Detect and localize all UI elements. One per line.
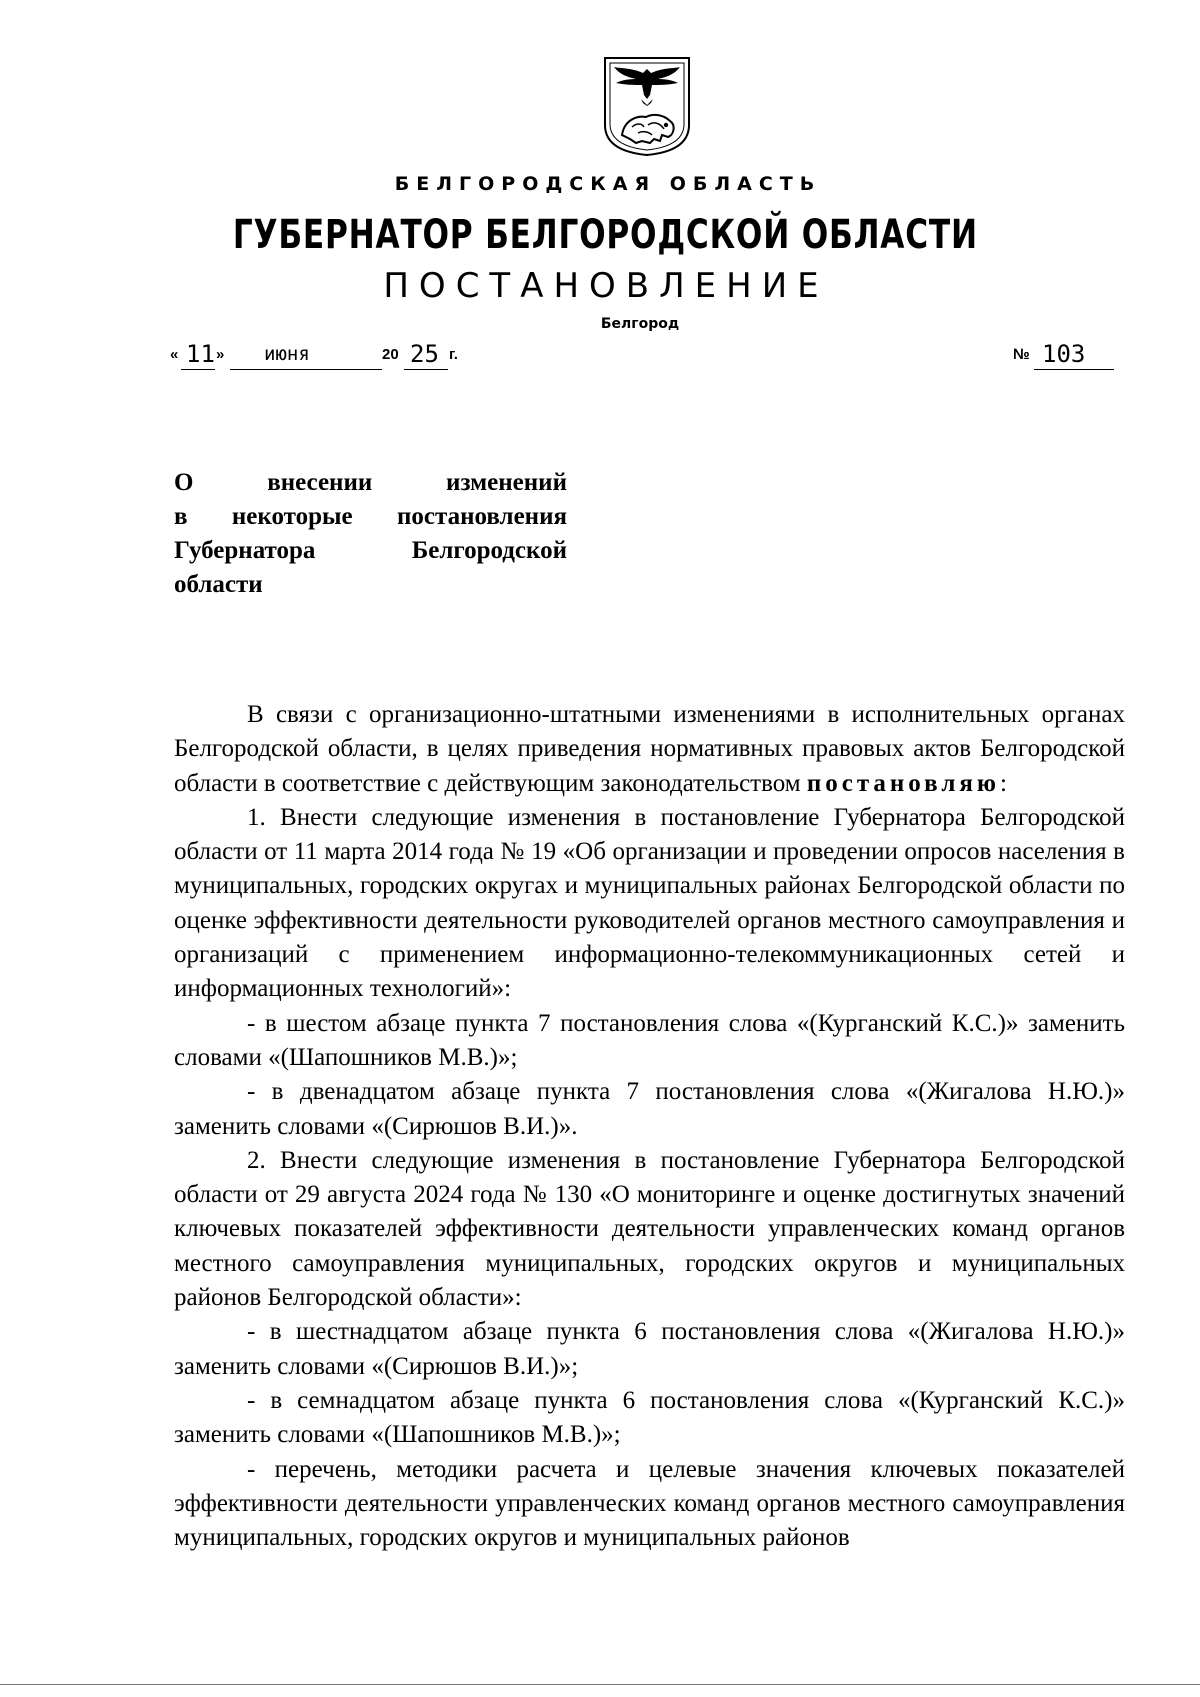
quote-close: » bbox=[216, 346, 225, 363]
paragraph-2c: - перечень, методики расчета и целевые значения ключевых показателей эффективности деятельности управленческих команд органов местного самоуправления муниципальных, городских округов и муниципальных районов bbox=[174, 1455, 1125, 1552]
region-name: БЕЛГОРОДСКАЯ ОБЛАСТЬ bbox=[394, 173, 822, 195]
year-underline bbox=[404, 369, 448, 370]
date-year: 25 bbox=[410, 340, 439, 368]
subject-line: в некоторые постановления bbox=[174, 503, 567, 530]
date-month: июня bbox=[264, 343, 310, 365]
paragraph-1: 1. Внести следующие изменения в постановление Губернатора Белгородской области от 11 марта 2014 года № 19 «Об организации и проведении опросов населения в муниципальных, городских округах и муниципальных районах Белгородской области по оценке эффективности деятельности руководителей органов местного самоуправления и организаций с применением информационно-телекоммуникационных сетей и информационных технологий»: bbox=[174, 803, 1125, 1003]
intro-text: В связи с организационно-штатными изменениями в исполнительных органах Белгородской области, в целях приведения нормативных правовых актов Белгородской области в соответствие с действующим законодательством bbox=[174, 701, 1125, 797]
quote-open: « bbox=[170, 346, 179, 363]
paragraph-2: 2. Внести следующие изменения в постановление Губернатора Белгородской области от 29 августа 2024 года № 130 «О мониторинге и оценке достигнутых значений ключевых показателей эффективности деятельности управленческих команд органов местного самоуправления муниципальных, городских округов и муниципальных районов Белгородской области»: bbox=[174, 1146, 1125, 1312]
paragraph-2b: - в семнадцатом абзаце пункта 6 постановления слова «(Курганский К.С.)» заменить словами «(Шапошников М.В.)»; bbox=[174, 1386, 1125, 1449]
decree-colon: : bbox=[1000, 769, 1007, 797]
paragraph-1a: - в шестом абзаце пункта 7 постановления слова «(Курганский К.С.)» заменить словами «(Шапошников М.В.)»; bbox=[174, 1009, 1125, 1071]
document-type: ПОСТАНОВЛЕНИЕ bbox=[383, 266, 829, 306]
subject-line: О внесении изменений bbox=[174, 469, 567, 496]
paragraph-intro bbox=[174, 698, 1125, 801]
date-day: 11 bbox=[186, 340, 215, 368]
city-name: Белгород bbox=[600, 316, 680, 332]
document-subject bbox=[174, 466, 567, 602]
subject-line: Губернатора Белгородской bbox=[174, 537, 567, 564]
year-abbr: г. bbox=[449, 346, 458, 363]
paragraph-1b: - в двенадцатом абзаце пункта 7 постановления слова «(Жигалова Н.Ю.)» заменить словами «(Сирюшов В.И.)». bbox=[174, 1078, 1125, 1140]
decree-word: постановляю bbox=[806, 769, 1001, 797]
day-underline bbox=[181, 369, 215, 370]
date-number-line bbox=[170, 340, 1120, 376]
document-body bbox=[174, 698, 1125, 1555]
paragraph-2a: - в шестнадцатом абзаце пункта 6 постановления слова «(Жигалова Н.Ю.)» заменить словами «(Сирюшов В.И.)»; bbox=[174, 1318, 1125, 1380]
subject-line: области bbox=[174, 571, 263, 598]
year-prefix: 20 bbox=[382, 346, 399, 363]
document-number: 103 bbox=[1042, 340, 1086, 368]
issuer-title: ГУБЕРНАТОР БЕЛГОРОДСКОЙ ОБЛАСТИ bbox=[232, 212, 978, 258]
number-underline bbox=[1034, 369, 1114, 370]
page-bottom-divider bbox=[0, 1684, 1200, 1685]
month-underline bbox=[230, 369, 382, 370]
number-label: № bbox=[1013, 346, 1030, 363]
coat-of-arms-icon bbox=[602, 55, 692, 157]
